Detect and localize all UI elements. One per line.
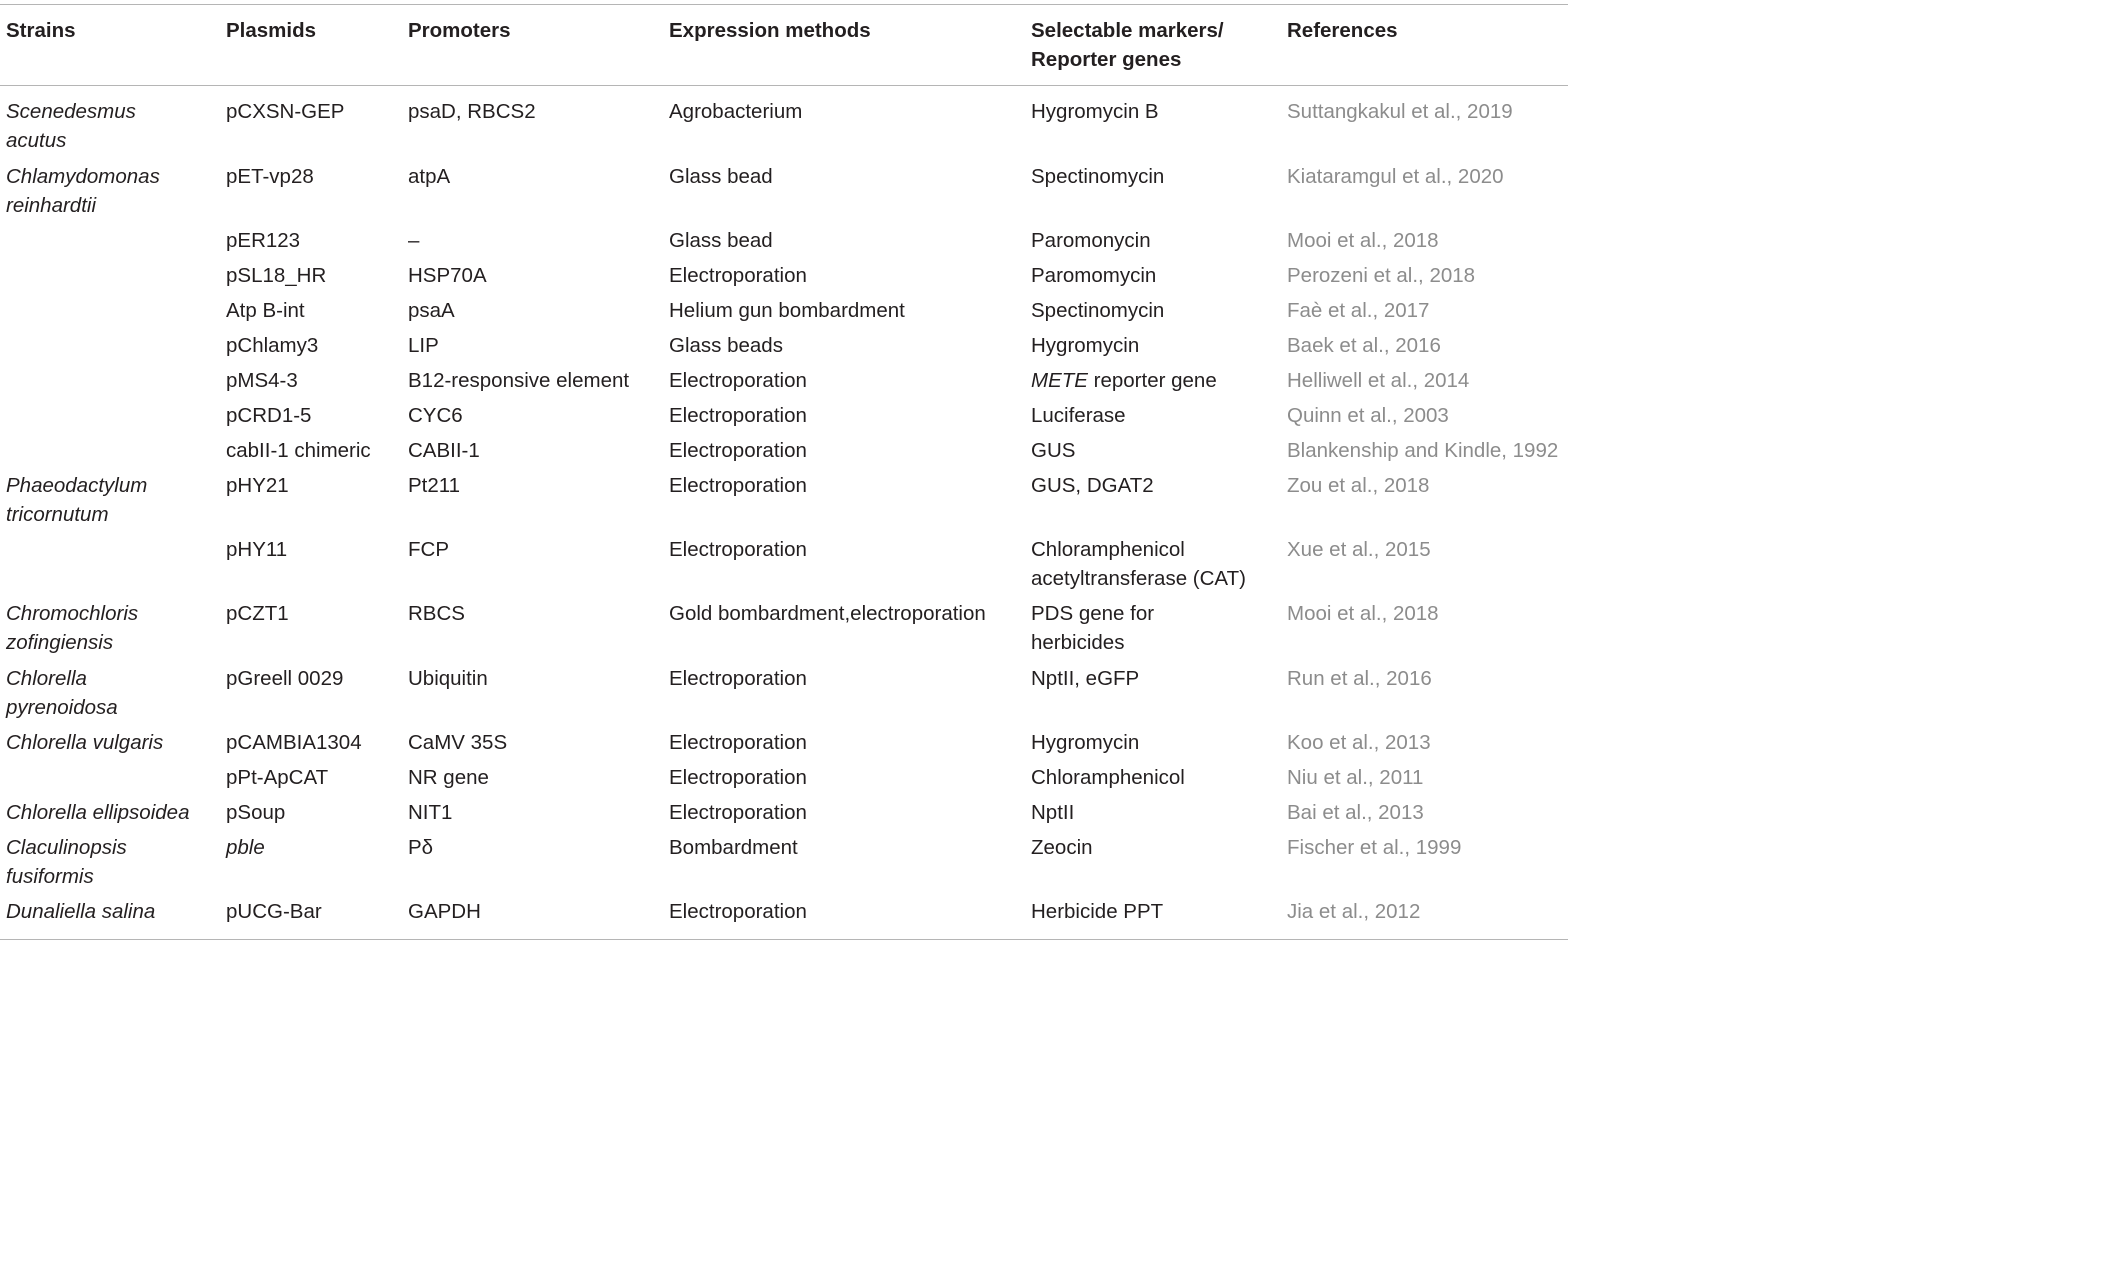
plasmid-cell: pGreell 0029 bbox=[226, 667, 344, 690]
header-promoters: Promoters bbox=[408, 19, 511, 42]
marker-gene-name: METE bbox=[1031, 369, 1088, 392]
reference-cell: Bai et al., 2013 bbox=[1287, 801, 1424, 824]
method-cell: Agrobacterium bbox=[669, 100, 803, 123]
marker-cell: GUS bbox=[1031, 439, 1076, 462]
method-cell: Helium gun bombardment bbox=[669, 299, 905, 322]
marker-cell: Hygromycin B bbox=[1031, 100, 1159, 123]
plasmid-cell: pble bbox=[226, 836, 265, 859]
method-cell: Electroporation bbox=[669, 369, 807, 392]
method-cell: Glass bead bbox=[669, 229, 773, 252]
plasmid-cell: pHY21 bbox=[226, 474, 289, 497]
promoter-cell: RBCS bbox=[408, 602, 465, 625]
marker-cell bbox=[1031, 366, 1217, 395]
promoter-cell: NR gene bbox=[408, 766, 489, 789]
plasmid-cell: pHY11 bbox=[226, 538, 288, 561]
plasmid-cell: pSoup bbox=[226, 801, 286, 824]
method-cell: Electroporation bbox=[669, 766, 807, 789]
promoter-cell: psaD, RBCS2 bbox=[408, 100, 536, 123]
reference-cell: Jia et al., 2012 bbox=[1287, 900, 1421, 923]
promoter-cell: CABII-1 bbox=[408, 439, 480, 462]
reference-cell: Perozeni et al., 2018 bbox=[1287, 264, 1476, 287]
marker-cell: Herbicide PPT bbox=[1031, 900, 1164, 923]
promoter-cell: CYC6 bbox=[408, 404, 463, 427]
plasmid-cell: pCAMBIA1304 bbox=[226, 731, 362, 754]
strain-cell: Chlamydomonas bbox=[6, 165, 160, 188]
plasmid-cell: pPt-ApCAT bbox=[226, 766, 329, 789]
promoter-cell: GAPDH bbox=[408, 900, 481, 923]
table-top-rule bbox=[0, 4, 1568, 5]
promoter-cell: atpA bbox=[408, 165, 451, 188]
strain-cell: Dunaliella salina bbox=[6, 900, 156, 923]
promoter-cell: B12-responsive element bbox=[408, 369, 630, 392]
promoter-cell: NIT1 bbox=[408, 801, 453, 824]
reference-cell: Kiataramgul et al., 2020 bbox=[1287, 165, 1504, 188]
plasmid-cell: cabII-1 chimeric bbox=[226, 439, 371, 462]
method-cell: Electroporation bbox=[669, 404, 807, 427]
plasmid-cell: pMS4-3 bbox=[226, 369, 298, 392]
promoter-cell: CaMV 35S bbox=[408, 731, 508, 754]
strain-cell-line2: reinhardtii bbox=[6, 194, 97, 217]
header-strains: Strains bbox=[6, 19, 76, 42]
marker-cell: Zeocin bbox=[1031, 836, 1093, 859]
plasmid-cell: pCRD1-5 bbox=[226, 404, 312, 427]
method-cell: Electroporation bbox=[669, 439, 807, 462]
method-cell: Electroporation bbox=[669, 264, 807, 287]
promoter-cell: Pt211 bbox=[408, 474, 461, 497]
method-cell: Glass beads bbox=[669, 334, 783, 357]
header-plasmids: Plasmids bbox=[226, 19, 317, 42]
header-markers-line1: Selectable markers/ bbox=[1031, 19, 1224, 42]
method-cell: Glass bead bbox=[669, 165, 773, 188]
header-rule bbox=[0, 85, 1568, 86]
plasmid-cell: pCZT1 bbox=[226, 602, 289, 625]
plasmid-cell: Atp B-int bbox=[226, 299, 305, 322]
header-expression-methods: Expression methods bbox=[669, 19, 871, 42]
method-cell: Electroporation bbox=[669, 474, 807, 497]
plasmid-cell: pChlamy3 bbox=[226, 334, 319, 357]
strain-cell-line2: zofingiensis bbox=[6, 631, 114, 654]
marker-cell: NptII, eGFP bbox=[1031, 667, 1140, 690]
promoter-cell: LIP bbox=[408, 334, 439, 357]
strain-cell-line2: pyrenoidosa bbox=[6, 696, 118, 719]
strain-cell-line2: fusiformis bbox=[6, 865, 94, 888]
marker-text: reporter gene bbox=[1087, 369, 1217, 392]
method-cell: Electroporation bbox=[669, 538, 807, 561]
method-cell: Bombardment bbox=[669, 836, 798, 859]
promoter-cell: Ubiquitin bbox=[408, 667, 488, 690]
marker-cell: Hygromycin bbox=[1031, 731, 1140, 754]
strain-cell: Chlorella vulgaris bbox=[6, 731, 164, 754]
strain-cell-line2: tricornutum bbox=[6, 503, 109, 526]
table-bottom-rule bbox=[0, 939, 1568, 940]
reference-cell: Zou et al., 2018 bbox=[1287, 474, 1430, 497]
promoter-cell: Pδ bbox=[408, 836, 434, 859]
reference-cell: Faè et al., 2017 bbox=[1287, 299, 1430, 322]
reference-cell: Helliwell et al., 2014 bbox=[1287, 369, 1470, 392]
marker-cell: Hygromycin bbox=[1031, 334, 1140, 357]
promoter-cell: – bbox=[408, 229, 420, 252]
marker-cell: Chloramphenicol bbox=[1031, 766, 1185, 789]
marker-cell: Paromomycin bbox=[1031, 264, 1157, 287]
marker-cell: Luciferase bbox=[1031, 404, 1126, 427]
plasmid-cell: pET-vp28 bbox=[226, 165, 314, 188]
plasmid-cell: pCXSN-GEP bbox=[226, 100, 345, 123]
method-cell: Electroporation bbox=[669, 801, 807, 824]
strain-cell: Chlorella bbox=[6, 667, 87, 690]
strain-cell: Claculinopsis bbox=[6, 836, 127, 859]
header-markers-line2: Reporter genes bbox=[1031, 48, 1182, 71]
reference-cell: Quinn et al., 2003 bbox=[1287, 404, 1449, 427]
marker-cell-line2: acetyltransferase (CAT) bbox=[1031, 567, 1246, 590]
strain-cell: Chlorella ellipsoidea bbox=[6, 801, 190, 824]
strain-cell-line2: acutus bbox=[6, 129, 67, 152]
reference-cell: Suttangkakul et al., 2019 bbox=[1287, 100, 1513, 123]
marker-cell: Chloramphenicol bbox=[1031, 538, 1185, 561]
strain-cell: Scenedesmus bbox=[6, 100, 136, 123]
marker-cell-line2: herbicides bbox=[1031, 631, 1125, 654]
reference-cell: Run et al., 2016 bbox=[1287, 667, 1432, 690]
promoter-cell: psaA bbox=[408, 299, 455, 322]
reference-cell: Xue et al., 2015 bbox=[1287, 538, 1431, 561]
marker-cell: Spectinomycin bbox=[1031, 165, 1165, 188]
reference-cell: Niu et al., 2011 bbox=[1287, 766, 1424, 789]
marker-cell: Spectinomycin bbox=[1031, 299, 1165, 322]
method-cell: Electroporation bbox=[669, 667, 807, 690]
strain-cell: Phaeodactylum bbox=[6, 474, 148, 497]
reference-cell: Mooi et al., 2018 bbox=[1287, 602, 1439, 625]
method-cell: Electroporation bbox=[669, 731, 807, 754]
strain-cell: Chromochloris bbox=[6, 602, 139, 625]
plasmid-cell: pSL18_HR bbox=[226, 264, 327, 287]
reference-cell: Koo et al., 2013 bbox=[1287, 731, 1431, 754]
marker-cell: Paromonycin bbox=[1031, 229, 1151, 252]
marker-cell: PDS gene for bbox=[1031, 602, 1155, 625]
marker-cell: GUS, DGAT2 bbox=[1031, 474, 1154, 497]
reference-cell: Blankenship and Kindle, 1992 bbox=[1287, 439, 1559, 462]
promoter-cell: HSP70A bbox=[408, 264, 487, 287]
promoter-cell: FCP bbox=[408, 538, 449, 561]
reference-cell: Mooi et al., 2018 bbox=[1287, 229, 1439, 252]
plasmid-cell: pUCG-Bar bbox=[226, 900, 322, 923]
plasmid-cell: pER123 bbox=[226, 229, 301, 252]
marker-cell: NptII bbox=[1031, 801, 1075, 824]
header-references: References bbox=[1287, 19, 1398, 42]
method-cell: Gold bombardment,electroporation bbox=[669, 602, 986, 625]
reference-cell: Fischer et al., 1999 bbox=[1287, 836, 1462, 859]
method-cell: Electroporation bbox=[669, 900, 807, 923]
reference-cell: Baek et al., 2016 bbox=[1287, 334, 1441, 357]
